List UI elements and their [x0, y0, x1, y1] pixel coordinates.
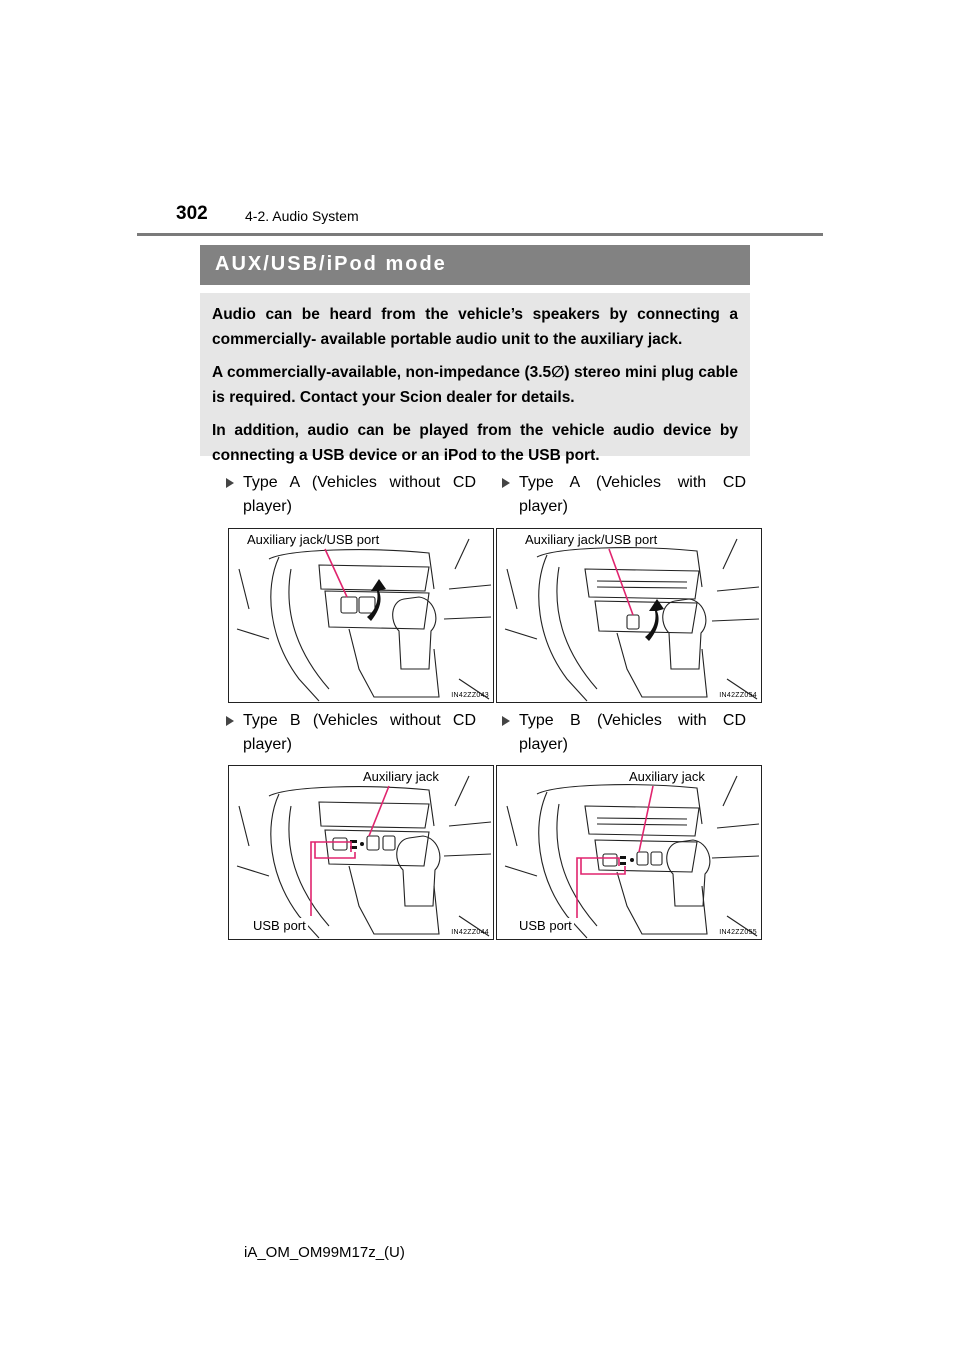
header-rule [137, 233, 823, 236]
callout-line [609, 549, 633, 615]
callout-label: Auxiliary jack/USB port [247, 532, 380, 547]
section-title-bar [200, 245, 750, 285]
callout-label: Auxiliary jack/USB port [525, 532, 658, 547]
callout-line [369, 786, 389, 836]
center-console-illustration [497, 529, 762, 703]
callout-label-usb-port: USB port [253, 918, 306, 933]
figure-type-b-with-cd [496, 765, 762, 940]
callout-label-auxiliary-jack: Auxiliary jack [363, 769, 439, 784]
intro-box [200, 293, 750, 464]
callout-label-usb-port: USB port [519, 918, 572, 933]
figure-caption: Type B (Vehicles with CD player) [502, 709, 746, 757]
figure-caption: Type A (Vehicles without CD player) [226, 471, 476, 519]
callout-label-auxiliary-jack: Auxiliary jack [629, 769, 705, 784]
section-reference: 4-2. Audio System [245, 208, 359, 224]
page-number: 302 [176, 203, 208, 224]
triangle-bullet-icon [502, 716, 510, 726]
callout-line [311, 842, 351, 916]
triangle-bullet-icon [226, 716, 234, 726]
figure-type-a-with-cd [496, 528, 762, 703]
center-console-illustration [229, 529, 494, 703]
intro-paragraph: Audio can be heard from the vehicle’s speakers by connecting a commercially- available portable audio unit to the auxiliary jack. [212, 306, 738, 348]
intro-paragraph: A commercially-available, non-impedance (3.5∅) stereo mini plug cable is required. Contact your Scion dealer for details. [212, 364, 738, 406]
section-title: AUX/USB/iPod mode [215, 253, 447, 275]
figure-code: IN42ZZ055 [719, 929, 757, 936]
triangle-bullet-icon [502, 478, 510, 488]
figure-caption: Type B (Vehicles without CD player) [226, 709, 476, 757]
figure-code: IN42ZZ044 [451, 929, 489, 936]
figure-code: IN42ZZ043 [451, 692, 489, 699]
manual-code-footer: iA_OM_OM99M17z_(U) [244, 1244, 405, 1261]
triangle-bullet-icon [226, 478, 234, 488]
figure-code: IN42ZZ054 [719, 692, 757, 699]
figure-type-b-without-cd [228, 765, 494, 940]
center-console-illustration [229, 766, 494, 940]
center-console-illustration [497, 766, 762, 940]
figure-type-a-without-cd [228, 528, 494, 703]
figure-caption: Type A (Vehicles with CD player) [502, 471, 746, 519]
intro-paragraph: In addition, audio can be played from the vehicle audio device by connecting a USB device or an iPod to the USB port. [212, 422, 738, 464]
